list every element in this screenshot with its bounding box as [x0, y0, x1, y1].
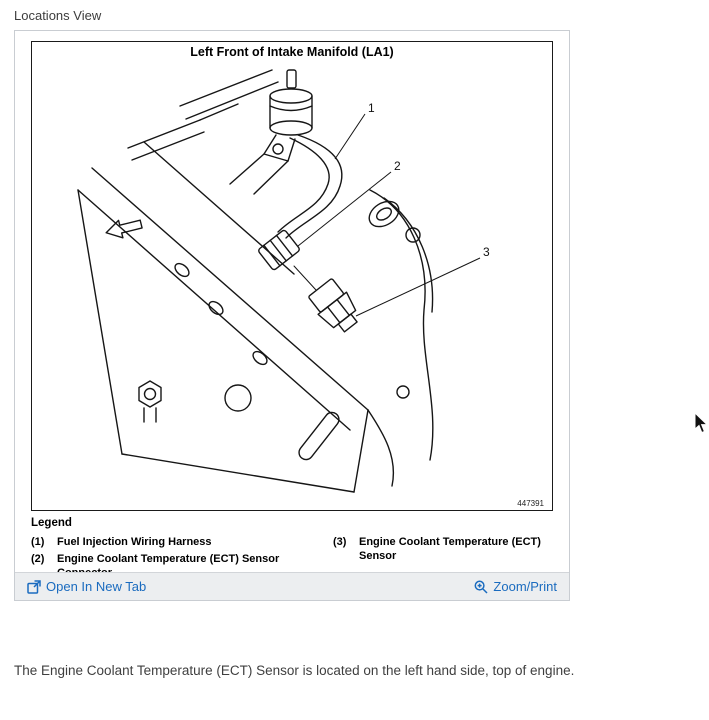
mouse-cursor: [694, 412, 709, 434]
external-link-icon: [27, 580, 41, 594]
magnifier-plus-icon: [474, 580, 488, 594]
callout-1-label: 1: [368, 101, 375, 115]
legend-item-2-label: Engine Coolant Temperature (ECT) Sensor: [57, 552, 280, 565]
legend-item-3-number: (3): [333, 536, 347, 548]
legend-item-3-label: Engine Coolant Temperature (ECT) Sensor: [359, 536, 541, 562]
legend-item-1-number: (1): [31, 536, 45, 548]
callout-2-label: 2: [394, 159, 401, 173]
diagram-frame: [31, 41, 553, 511]
callout-3-label: 3: [483, 245, 490, 259]
open-in-new-tab-label: Open In New Tab: [46, 579, 147, 594]
legend-heading: Legend: [31, 517, 72, 529]
legend-item-1-label: Fuel Injection Wiring Harness: [57, 536, 212, 548]
legend-item-1: [31, 536, 333, 550]
open-in-new-tab-link[interactable]: [27, 579, 146, 594]
page-title: Locations View: [14, 8, 102, 23]
location-description: The Engine Coolant Temperature (ECT) Sensor is located on the left hand side, top of engine.: [14, 663, 575, 678]
diagram-title: Left Front of Intake Manifold (LA1): [190, 45, 394, 59]
diagram-toolbar: [15, 572, 569, 600]
engine-diagram: [32, 62, 552, 510]
figure-number: 447391: [517, 499, 544, 508]
diagram-panel: [14, 30, 570, 601]
legend-item-3: [333, 536, 555, 564]
zoom-print-label: Zoom/Print: [493, 579, 557, 594]
legend-item-2-number: (2): [31, 552, 45, 565]
zoom-print-link[interactable]: [474, 579, 557, 594]
